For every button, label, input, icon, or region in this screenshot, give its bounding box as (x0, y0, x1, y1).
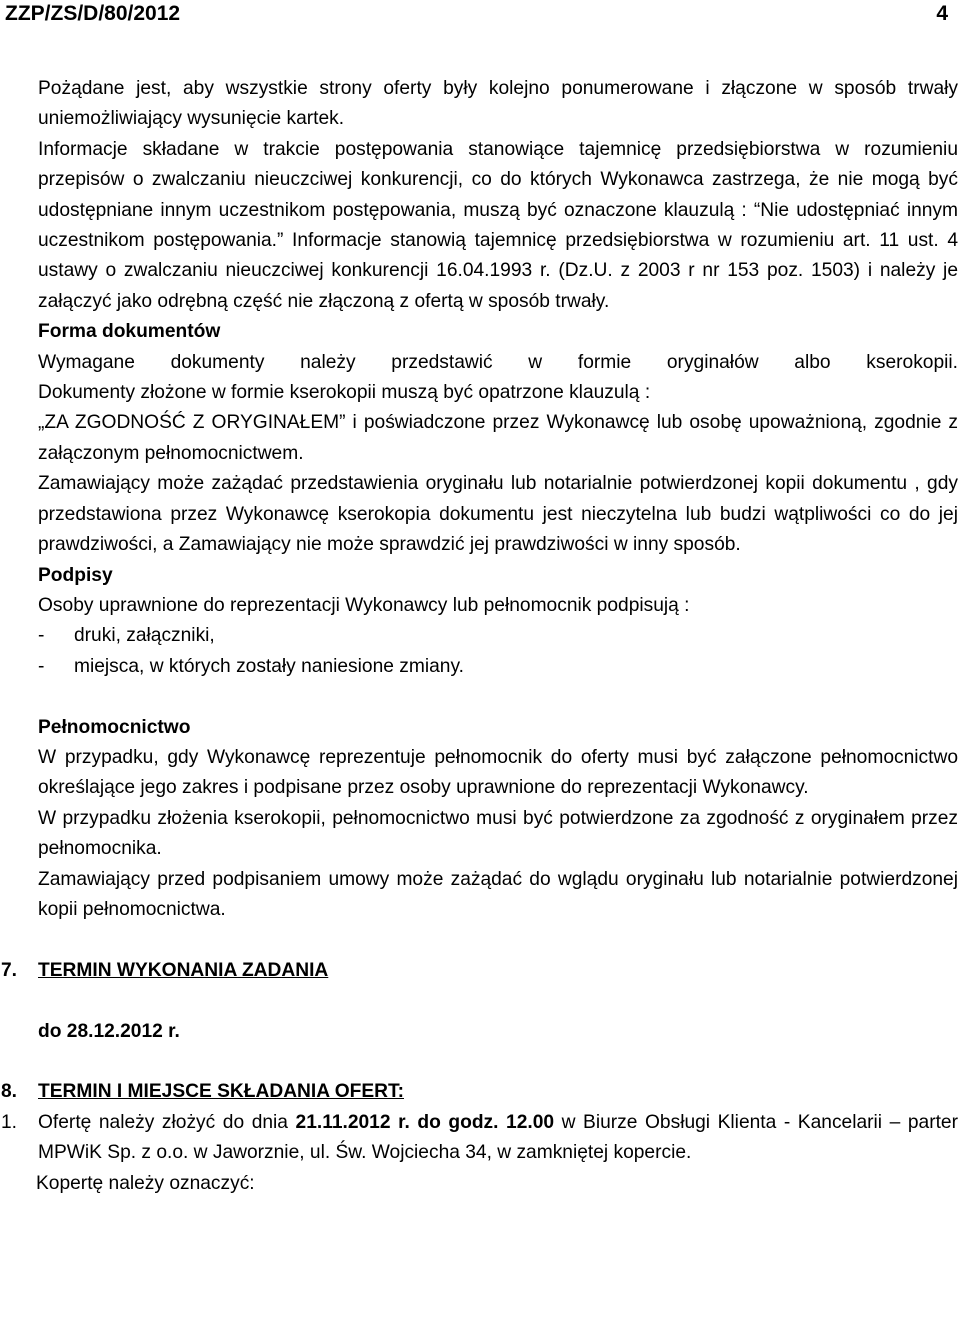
list-item (38, 652, 958, 682)
heading-podpisy: Podpisy (38, 564, 113, 586)
section-7-date: do 28.12.2012 r. (38, 1020, 180, 1042)
item-number: 1. (1, 1111, 18, 1133)
paragraph-forma-2: Dokumenty złożone w formie kserokopii muszą być opatrzone klauzulą : (38, 382, 651, 404)
paragraph-trade-secret: Informacje składane w trakcie postępowania stanowiące tajemnicę przedsiębiorstwa w rozumieniu przepisów o zwalczaniu nieuczciwej konkurencji, co do których Wykonawca zastrzega, że nie mogą być udostępniane innym uczestnikom postępowania, muszą być oznaczone klauzulą : “Nie udostępniać innym uczestnikom postępowania.” Informacje stanowią tajemnicę przedsiębiorstwa w rozumieniu art. 11 ust. 4 ustawy o zwalczaniu nieuczciwej konkurencji 16.04.1993 r. (Dz.U. z 2003 r nr 153 poz. 1503) i należy je załączyć jako odrębną część nie złączoną z ofertą w sposób trwały. (38, 138, 958, 312)
section-title: TERMIN I MIEJSCE SKŁADANIA OFERT: (38, 1081, 404, 1103)
list-dash: - (38, 625, 45, 647)
document-body (1, 74, 958, 1199)
section-number: 8. (1, 1081, 18, 1103)
paragraph-pelnomocnictwo-2: W przypadku złożenia kserokopii, pełnomocnictwo musi być potwierdzone za zgodność z oryginałem przez pełnomocnika. (38, 807, 958, 860)
list-item (1, 1108, 958, 1169)
page-number: 4 (936, 2, 948, 25)
section-number: 7. (1, 959, 18, 981)
section-title: TERMIN WYKONANIA ZADANIA (38, 959, 329, 981)
heading-forma-dokumentow: Forma dokumentów (38, 321, 221, 343)
deadline-date: 21.11.2012 r. do godz. 12.00 (295, 1111, 555, 1133)
section-8-heading (1, 1077, 958, 1107)
spacer (38, 986, 958, 1016)
section-7-heading (1, 956, 958, 986)
list-item-text: miejsca, w których zostały naniesione zmiany. (74, 655, 464, 677)
item-text-part: w Biurze Obsługi Klienta - Kancelarii – parter MPWiK Sp. z o.o. w Jaworznie, ul. Św. Wojciecha 34, w zamkniętej kopercie. (38, 1111, 958, 1164)
item-text-part: Ofertę należy złożyć do dnia (38, 1111, 296, 1133)
list-item-text: druki, załączniki, (74, 625, 215, 647)
paragraph-pelnomocnictwo-1: W przypadku, gdy Wykonawcę reprezentuje pełnomocnik do oferty musi być załączone pełnomocnictwo określające jego zakres i podpisane przez osoby uprawnione do reprezentacji Wykonawcy. (38, 746, 958, 799)
item-text (38, 1108, 958, 1169)
paragraph-pelnomocnictwo-3: Zamawiający przed podpisaniem umowy może zażądać do wglądu oryginału lub notarialnie potwierdzonej kopii pełnomocnictwa. (38, 868, 958, 920)
document-id: ZZP/ZS/D/80/2012 (5, 2, 181, 25)
paragraph-envelope: Kopertę należy oznaczyć: (36, 1172, 255, 1194)
paragraph-forma-3: „ZA ZGODNOŚĆ Z ORYGINAŁEM” i poświadczone przez Wykonawcę lub osobę upoważnioną, zgodnie z załączonym pełnomocnictwem. (38, 412, 958, 464)
spacer (38, 1047, 958, 1077)
heading-pelnomocnictwo: Pełnomocnictwo (38, 716, 191, 738)
paragraph-numbering: Pożądane jest, aby wszystkie strony oferty były kolejno ponumerowane i złączone w sposób trwały uniemożliwiający wysunięcie kartek. (38, 78, 958, 130)
spacer (38, 682, 958, 712)
list-item (38, 621, 958, 651)
list-dash: - (38, 655, 45, 677)
paragraph-original-request: Zamawiający może zażądać przedstawienia oryginału lub notarialnie potwierdzonej kopii dokumentu , gdy przedstawiona przez Wykonawcę kserokopia dokumentu jest nieczytelna lub budzi wątpliwości co do jej prawdziwości, a Zamawiający nie może sprawdzić jej prawdziwości w inny sposób. (38, 473, 958, 556)
paragraph-forma-1: Wymagane dokumenty należy przedstawić w formie oryginałów albo kserokopii. (38, 351, 958, 373)
paragraph-podpisy: Osoby uprawnione do reprezentacji Wykonawcy lub pełnomocnik podpisują : (38, 594, 690, 616)
spacer (38, 925, 958, 955)
